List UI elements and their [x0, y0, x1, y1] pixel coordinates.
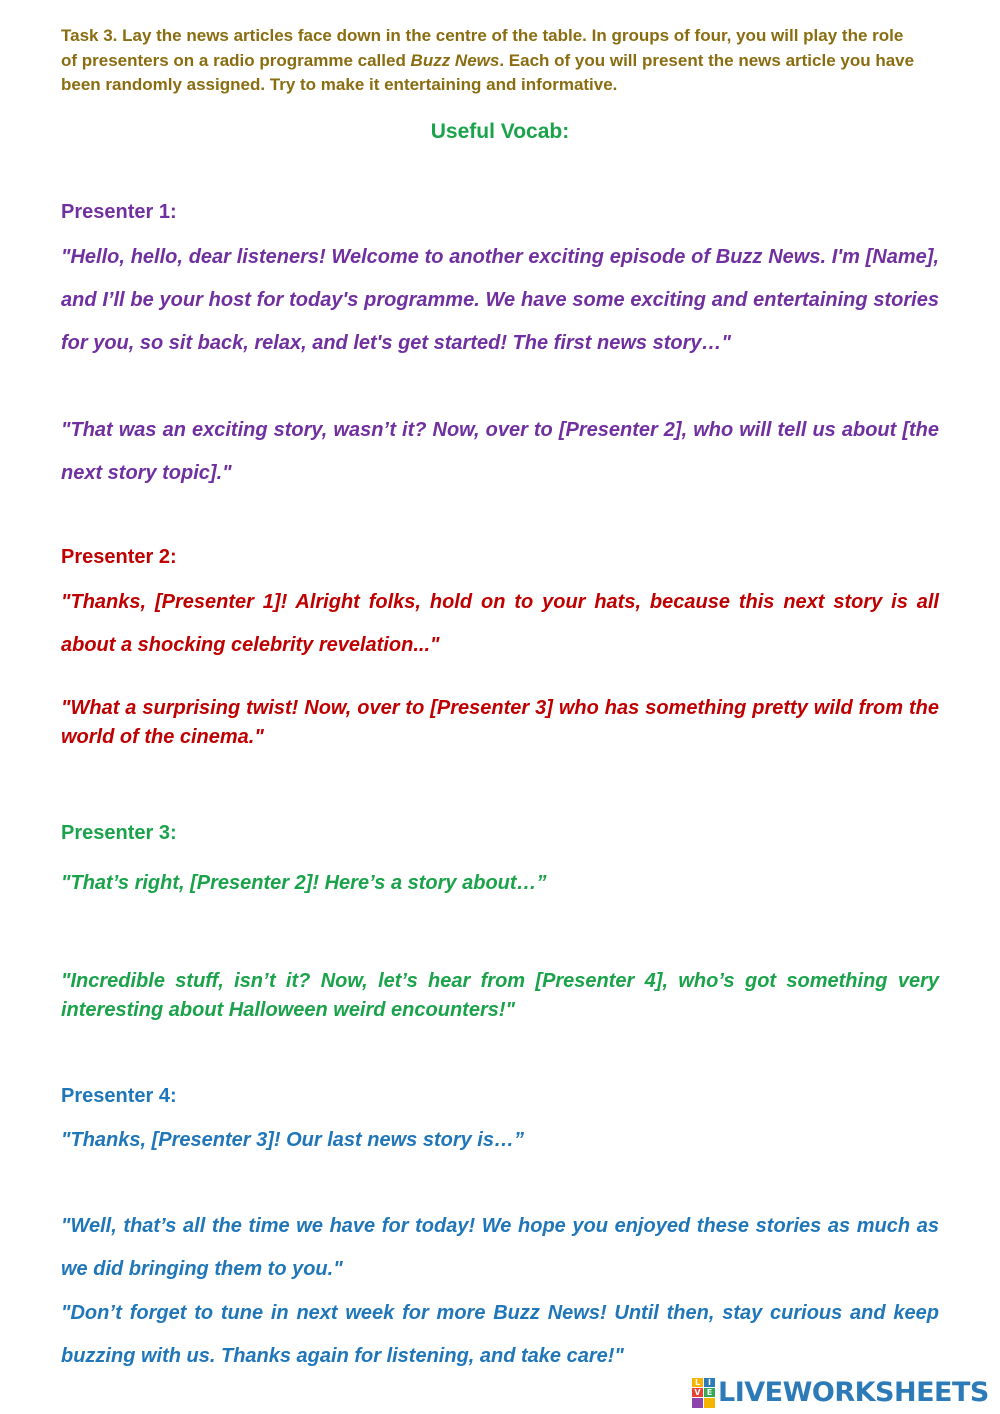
liveworksheets-logo-text: LIVEWORKSHEETS: [718, 1376, 989, 1408]
task-instructions: [61, 24, 921, 98]
presenter-3-heading: Presenter 3:: [61, 822, 177, 844]
presenter-4-line-1: "Thanks, [Presenter 3]! Our last news story is…”: [61, 1129, 524, 1151]
presenter-3-line-2: "Incredible stuff, isn’t it? Now, let’s hear from [Presenter 4], who’s got something very interesting about Halloween weird encounters!": [61, 970, 939, 1021]
presenter-1-line-2: "That was an exciting story, wasn’t it? Now, over to [Presenter 2], who will tell us about [the next story topic].": [61, 419, 939, 484]
presenter-1-line-1: "Hello, hello, dear listeners! Welcome to another exciting episode of Buzz News. I'm [Name], and I’ll be your host for today's programme. We have some exciting and entertaining stories for you, so sit back, relax, and let's get started! The first news story…": [61, 246, 939, 354]
logo-mark-tile: [692, 1398, 703, 1408]
task-text-end: . Each of you will present the news article you have been randomly assigned. Try to make it entertaining and informative.: [61, 50, 915, 94]
logo-mark-tile: L: [692, 1378, 703, 1387]
presenter-2-line-1: "Thanks, [Presenter 1]! Alright folks, hold on to your hats, because this next story is all about a shocking celebrity revelation...": [61, 591, 939, 656]
presenter-2-line-2: "What a surprising twist! Now, over to [Presenter 3] who has something pretty wild from the world of the cinema.": [61, 697, 939, 748]
task-text-title: Buzz News: [410, 50, 500, 70]
logo-mark-tile: I: [704, 1378, 715, 1387]
useful-vocab-heading: Useful Vocab:: [430, 120, 570, 143]
logo-mark-tile: V: [692, 1388, 703, 1397]
liveworksheets-logo-icon: [692, 1378, 714, 1406]
presenter-3-line-1: "That’s right, [Presenter 2]! Here’s a story about…”: [61, 872, 547, 894]
task-text-start: Task 3. Lay the news articles face down in the centre of the table. In groups of four, you will play the role of presenters on a radio programme called: [61, 26, 904, 70]
logo-mark-tile: E: [704, 1388, 715, 1397]
presenter-4-line-3: "Don’t forget to tune in next week for more Buzz News! Until then, stay curious and keep buzzing with us. Thanks again for listening, and take care!": [61, 1302, 939, 1367]
presenter-4-heading: Presenter 4:: [61, 1085, 177, 1107]
presenter-1-heading: Presenter 1:: [61, 201, 177, 223]
logo-mark-tile: [704, 1398, 715, 1408]
presenter-2-heading: Presenter 2:: [61, 546, 177, 568]
presenter-4-line-2: "Well, that’s all the time we have for today! We hope you enjoyed these stories as much as we did bringing them to you.": [61, 1215, 939, 1280]
liveworksheets-logo: [692, 1374, 989, 1410]
